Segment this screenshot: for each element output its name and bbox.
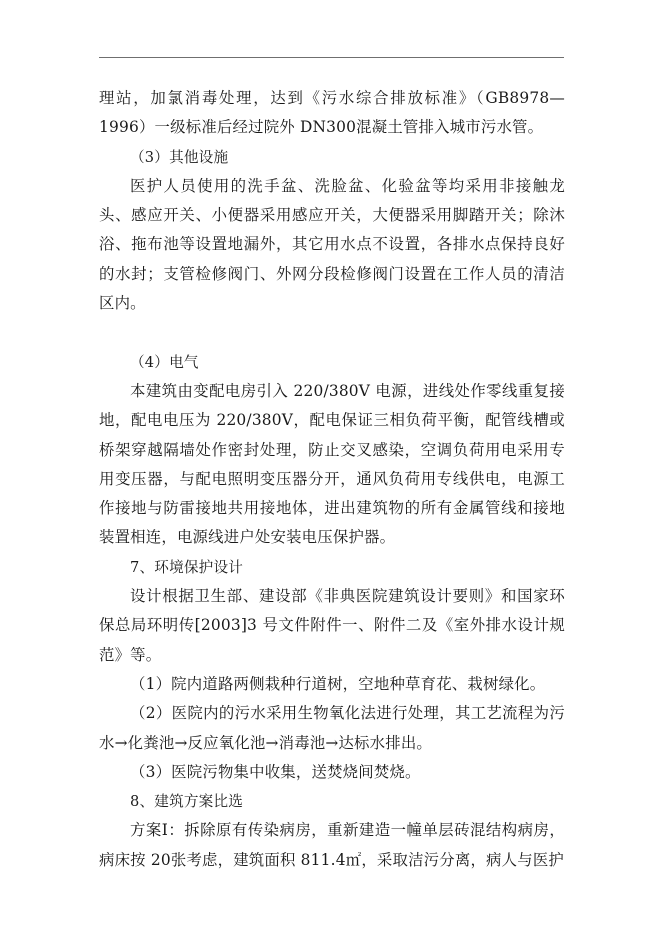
paragraph-scheme-one: 方案Ⅰ：拆除原有传染病房，重新建造一幢单层砖混结构病房，病床按 20张考虑，建筑面积 811.4㎡，采取洁污分离，病人与医护 — [99, 821, 565, 869]
header-rule — [99, 57, 564, 58]
document-body — [99, 84, 565, 875]
list-item-sewage-treatment: （2）医院内的污水采用生物氧化法进行处理，其工艺流程为污水→化粪池→反应氧化池→消毒池→达标水排出。 — [99, 704, 565, 752]
paragraph-other-facilities: 医护人员使用的洗手盆、洗脸盆、化验盆等均采用非接触龙头、感应开关、小便器采用感应开关，大便器采用脚踏开关；除沐浴、拖布池等设置地漏外，其它用水点不设置，各排水点保持良好的水封；支管检修阀门、外网分段检修阀门设置在工作人员的清洁区内。 — [99, 176, 565, 313]
paragraph-design-basis: 设计根据卫生部、建设部《非典医院建筑设计要则》和国家环保总局环明传[2003]3 号文件附件一、附件二及《室外排水设计规范》等。 — [99, 587, 565, 664]
paragraph-spacer — [99, 318, 565, 347]
heading-electrical: （4）电气 — [130, 353, 199, 371]
paragraph-drainage-standard: 理站，加氯消毒处理，达到《污水综合排放标准》（GB8978—1996）一级标准后经过院外 DN300混凝土管排入城市污水管。 — [99, 89, 565, 137]
list-item-waste-collection: （3）医院污物集中收集，送焚烧间焚烧。 — [130, 762, 421, 781]
heading-scheme-comparison: 8、建筑方案比选 — [130, 793, 244, 811]
paragraph-electrical: 本建筑由变配电房引入 220/380V 电源，进线处作零线重复接地，配电电压为 220/380V，配电保证三相负荷平衡，配管线槽或桥架穿越隔墙处作密封处理，防止交叉感染，空调负荷用电采用专用变压器，与配电照明变压器分开，通风负荷用专线供电，电源工作接地与防雷接地共用接地体，进出建筑物的所有金属管线和接地装置相连，电源线进户处安装电压保护器。 — [99, 381, 565, 547]
heading-environmental-protection: 7、环境保护设计 — [130, 558, 244, 576]
heading-other-facilities: （3）其他设施 — [130, 148, 229, 166]
list-item-greening: （1）院内道路两侧栽种行道树，空地种草育花、栽树绿化。 — [130, 674, 546, 693]
